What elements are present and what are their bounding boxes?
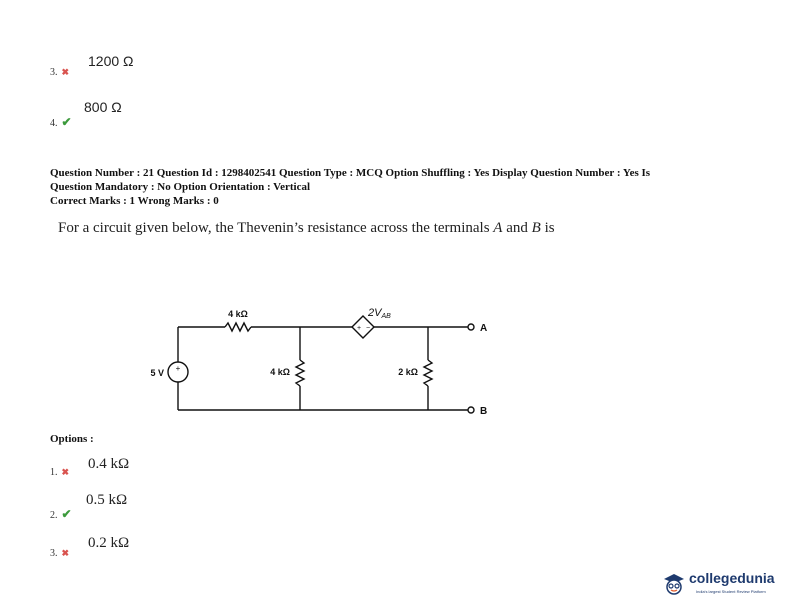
wrong-mark-icon: ✖ <box>61 548 70 558</box>
option-3-text[interactable]: 0.2 kΩ <box>88 535 130 551</box>
option-2[interactable] <box>50 505 72 523</box>
logo-tagline: India's largest Student Review Platform <box>696 589 766 594</box>
collegedunia-logo <box>662 570 787 602</box>
question-text-and: and <box>502 220 532 236</box>
terminal-b-node <box>468 407 474 413</box>
correct-check-icon: ✔ <box>61 115 72 129</box>
question-meta-line-3: Correct Marks : 1 Wrong Marks : 0 <box>50 195 219 207</box>
voltage-source-label: 5 V <box>150 368 164 378</box>
option-2-text[interactable]: 0.5 kΩ <box>86 492 128 508</box>
resistor-right-label: 2 kΩ <box>398 367 418 377</box>
correct-check-icon: ✔ <box>61 507 72 521</box>
resistor-mid-label: 4 kΩ <box>270 367 290 377</box>
voltage-source-plus: + <box>175 364 181 373</box>
wrong-mark-icon: ✖ <box>61 467 70 477</box>
resistor-top-symbol <box>225 323 251 331</box>
terminal-b-ref: B <box>531 220 541 236</box>
wrong-mark-icon: ✖ <box>61 67 70 77</box>
terminal-a-node <box>468 324 474 330</box>
option-number: 4. <box>50 118 58 129</box>
prev-option-4-text: 800 Ω <box>84 99 122 115</box>
dep-source-plus: + <box>356 325 362 332</box>
prev-option-4 <box>50 113 72 131</box>
terminal-a-label: A <box>480 323 488 334</box>
circuit-diagram <box>130 300 500 425</box>
dependent-source-icon <box>352 316 374 338</box>
resistor-right-symbol <box>424 360 432 386</box>
terminal-a-ref: A <box>493 220 503 236</box>
option-number: 3. <box>50 67 58 78</box>
graduate-mascot-icon <box>662 572 686 596</box>
question-meta <box>50 166 750 208</box>
option-number: 2. <box>50 510 58 521</box>
resistor-top-label: 4 kΩ <box>228 309 248 319</box>
option-1[interactable] <box>50 462 69 480</box>
dep-source-value: 2V <box>368 307 382 319</box>
question-meta-line-2: Question Mandatory : No Option Orientation : Vertical <box>50 181 311 193</box>
prev-option-3 <box>50 62 69 80</box>
logo-wordmark: collegedunia <box>689 570 775 586</box>
question-meta-line-1: Question Number : 21 Question Id : 1298402541 Question Type : MCQ Option Shuffling : Yes Display Question Number : Yes Is <box>50 167 651 179</box>
prev-option-3-text: 1200 Ω <box>88 53 134 69</box>
terminal-b-label: B <box>480 406 488 417</box>
question-text <box>58 220 555 237</box>
question-text-before: For a circuit given below, the Thevenin’s resistance across the terminals <box>58 220 494 236</box>
options-label: Options : <box>50 433 94 445</box>
option-number: 1. <box>50 467 58 478</box>
question-text-after: is <box>540 220 555 236</box>
dep-source-subscript: AB <box>381 313 391 320</box>
option-1-text[interactable]: 0.4 kΩ <box>88 456 130 472</box>
dependent-source-label <box>367 307 391 320</box>
resistor-mid-symbol <box>296 360 304 386</box>
option-3[interactable] <box>50 543 69 561</box>
dep-source-minus: − <box>365 325 371 332</box>
option-number: 3. <box>50 548 58 559</box>
